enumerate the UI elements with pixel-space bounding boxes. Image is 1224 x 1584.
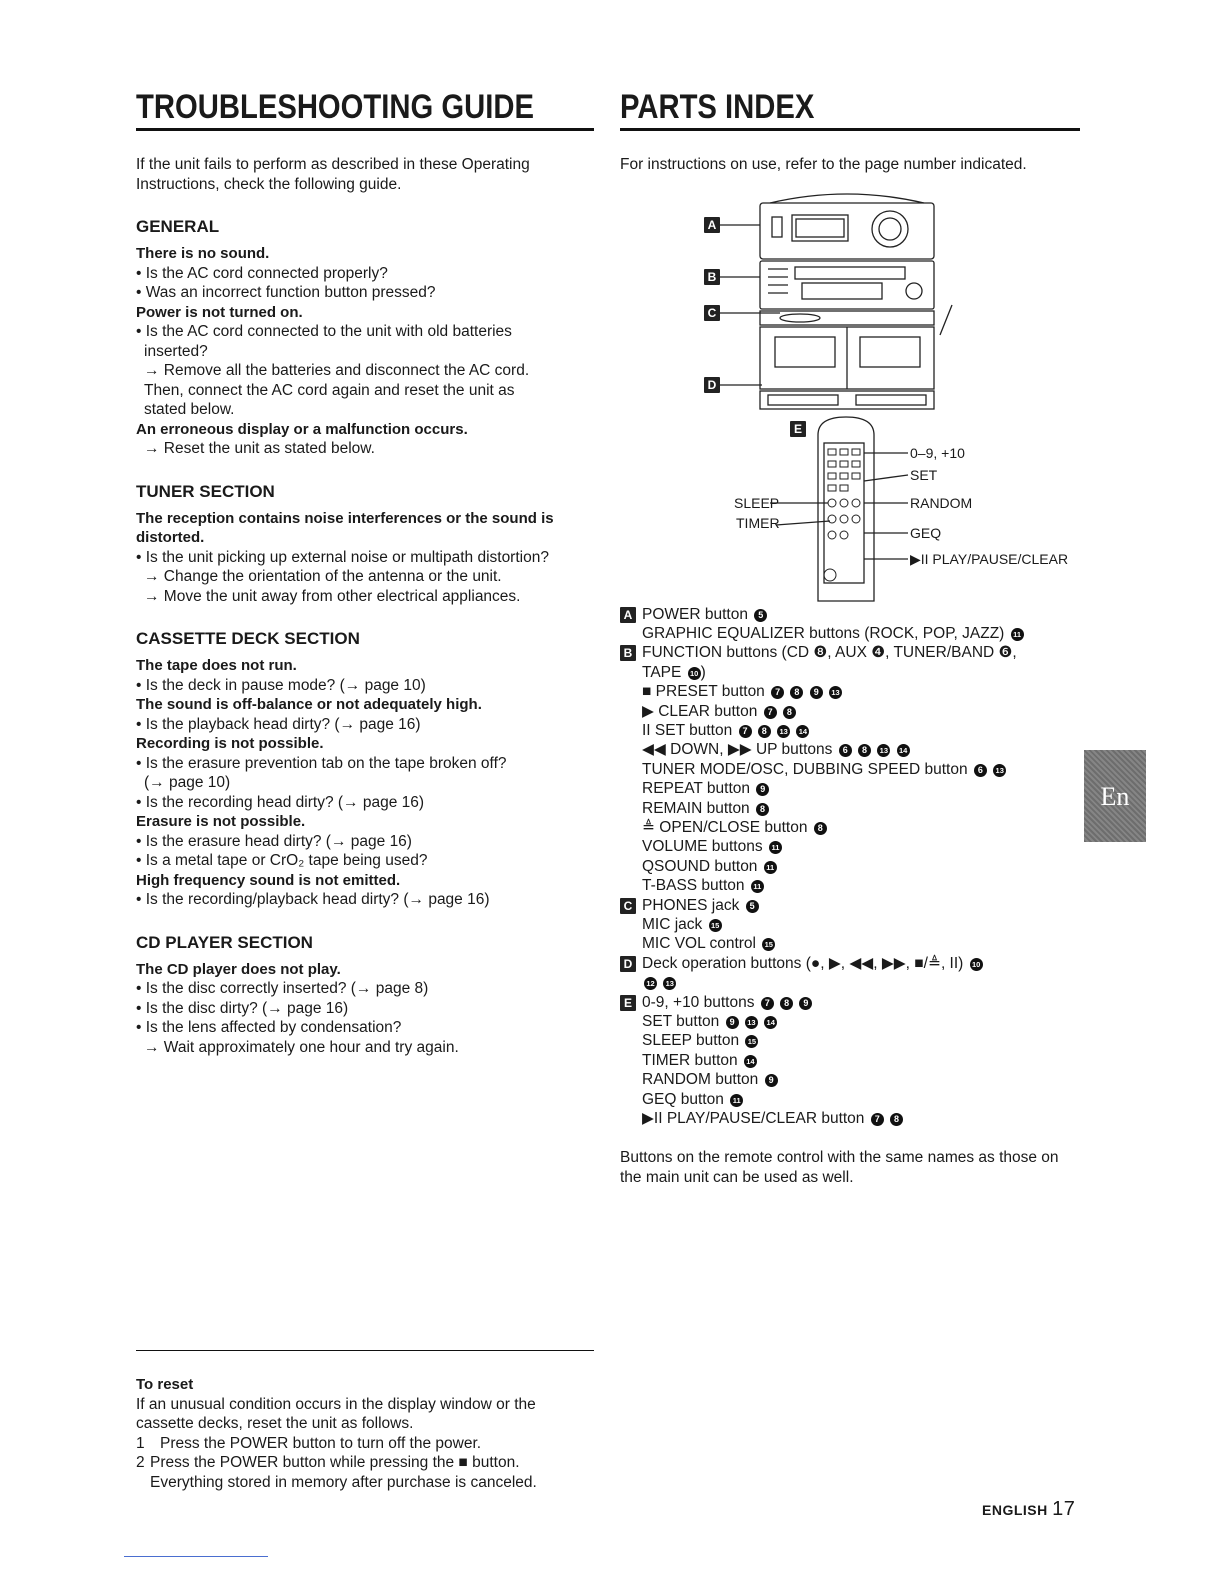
index-text: GRAPHIC EQUALIZER buttons (ROCK, POP, JAZZ): [642, 624, 1005, 642]
page-ref-badge: 8: [814, 822, 827, 835]
symptom-line: High frequency sound is not emitted.: [136, 871, 401, 889]
index-text: RANDOM button: [642, 1071, 759, 1089]
check-line: • Was an incorrect function button pressed?: [136, 284, 436, 301]
page-ref-badge: 13: [777, 725, 790, 738]
page-ref-badge: 9: [756, 783, 769, 796]
parts-index-list: [620, 605, 1080, 1129]
check-line: • Is the lens affected by condensation?: [136, 1019, 402, 1036]
check-line: (→ page 10): [144, 774, 231, 791]
page-ref-badge: 11: [1011, 628, 1024, 641]
remote-label-random: RANDOM: [910, 494, 973, 511]
check-line: • Is the recording head dirty? (→ page 16): [136, 793, 425, 811]
index-item: [620, 760, 1080, 779]
section: [136, 481, 594, 607]
index-item: [620, 799, 1080, 818]
index-item: [620, 779, 1080, 798]
language-tab: [1084, 750, 1146, 842]
section-heading: CASSETTE DECK SECTION: [136, 629, 360, 648]
page-ref-badge: 8: [858, 744, 871, 757]
index-letter: D: [620, 956, 636, 972]
step-number: 1: [136, 1434, 145, 1452]
reset-box: [136, 1350, 594, 1492]
check-line: • Is the deck in pause mode? (→ page 10): [136, 676, 426, 694]
index-text: ≜ OPEN/CLOSE button: [642, 818, 808, 836]
index-text: ▶II PLAY/PAUSE/CLEAR button: [642, 1110, 865, 1128]
index-item: [620, 1090, 1080, 1109]
remedy-line: → Change the orientation of the antenna or the unit.: [144, 568, 502, 585]
index-letter: A: [620, 607, 636, 623]
check-line: • Is the disc dirty? (→ page 16): [136, 999, 349, 1017]
check-line: Then, connect the AC cord again and reset the unit as: [144, 381, 515, 399]
reset-heading: To reset: [136, 1376, 194, 1393]
index-item: [620, 1031, 1080, 1050]
check-line: • Is the disc correctly inserted? (→ page 8): [136, 980, 429, 997]
index-text: REMAIN button: [642, 799, 750, 817]
symptom-line: The tape does not run.: [136, 657, 297, 674]
check-line: inserted?: [144, 342, 208, 360]
page-ref-badge: 6: [974, 764, 987, 777]
index-letter: B: [620, 645, 636, 661]
reset-rule: [136, 1350, 594, 1351]
page-number: 17: [1052, 1498, 1076, 1520]
page-ref-badge: 8: [783, 706, 796, 719]
remedy-line: → Move the unit away from other electrical appliances.: [144, 587, 521, 605]
page-ref-badge: 13: [745, 1016, 758, 1029]
remote-label-play: ▶II PLAY/PAUSE/CLEAR: [910, 550, 1069, 567]
remote-label-set: SET: [910, 466, 938, 483]
index-text: TAPE: [642, 663, 682, 681]
remedy-line: → Remove all the batteries and disconnect the AC cord.: [144, 362, 530, 379]
reset-step: [136, 1434, 594, 1454]
diagram-letter-c: C: [704, 305, 720, 321]
index-text: 0-9, +10 buttons: [642, 993, 755, 1011]
step-number: 2: [136, 1454, 145, 1471]
page-ref-badge: 11: [764, 861, 777, 874]
index-text: T-BASS button: [642, 877, 745, 895]
index-letter: E: [620, 995, 636, 1011]
page-ref-badge: 5: [746, 900, 759, 913]
index-item: [620, 1012, 1080, 1031]
footer-link-line: [124, 1556, 268, 1557]
index-item: [620, 896, 1080, 915]
unit-illustration: [620, 185, 1080, 605]
index-text: REPEAT button: [642, 780, 750, 798]
index-item: [620, 818, 1080, 837]
remedy-line: → Reset the unit as stated below.: [144, 440, 375, 457]
page-ref-badge: 7: [739, 725, 752, 738]
index-item: [620, 643, 1080, 662]
index-letter: C: [620, 898, 636, 914]
remedy-line: → Wait approximately one hour and try again.: [144, 1038, 459, 1056]
page-ref-badge: 15: [709, 919, 722, 932]
section-heading: TUNER SECTION: [136, 481, 275, 501]
index-text: SET button: [642, 1013, 720, 1031]
index-item: [620, 663, 1080, 682]
index-item: [620, 1070, 1080, 1089]
reset-step: [136, 1453, 594, 1492]
parts-note: Buttons on the remote control with the same names as those on the main unit can be used as well.: [620, 1149, 1059, 1186]
page-ref-badge: 10: [688, 667, 701, 680]
page-ref-badge: 9: [765, 1074, 778, 1087]
index-item: [620, 682, 1080, 701]
parts-title-rule: [620, 128, 1080, 131]
page-ref-badge: 12: [644, 977, 657, 990]
page-ref-badge: 15: [745, 1035, 758, 1048]
index-item: [620, 605, 1080, 624]
step-text: Press the POWER button to turn off the power.: [160, 1434, 482, 1452]
index-item: [620, 740, 1080, 759]
parts-intro: For instructions on use, refer to the page number indicated.: [620, 156, 1027, 173]
check-line: • Is the playback head dirty? (→ page 16): [136, 715, 421, 733]
symptom-line: The reception contains noise interferences or the sound is distorted.: [136, 509, 554, 546]
troubleshooting-column: [136, 88, 594, 1057]
page-ref-badge: 7: [764, 706, 777, 719]
page-ref-badge: 9: [726, 1016, 739, 1029]
page-ref-badge: 7: [871, 1113, 884, 1126]
remote-label-numbers: 0–9, +10: [910, 444, 965, 461]
section-heading: GENERAL: [136, 217, 220, 236]
page-ref-badge: 8: [890, 1113, 903, 1126]
index-suffix: ): [700, 663, 706, 681]
page-ref-badge: 5: [754, 609, 767, 622]
index-item: [620, 915, 1080, 934]
page-ref-badge: 8: [758, 725, 771, 738]
index-item: [620, 721, 1080, 740]
section-heading: CD PLAYER SECTION: [136, 932, 313, 952]
check-line: • Is the recording/playback head dirty? (→ page 16): [136, 891, 490, 908]
index-item: [620, 934, 1080, 953]
page-ref-badge: 13: [993, 764, 1006, 777]
troubleshooting-title: TROUBLESHOOTING GUIDE: [136, 88, 535, 126]
parts-index-title: PARTS INDEX: [620, 88, 815, 126]
symptom-line: Recording is not possible.: [136, 735, 324, 752]
page-ref-badge: 11: [730, 1094, 743, 1107]
check-line: • Is the AC cord connected properly?: [136, 264, 388, 282]
troubleshooting-intro: If the unit fails to perform as described in these Operating Instructions, check the following guide.: [136, 156, 530, 193]
symptom-line: Power is not turned on.: [136, 303, 303, 321]
check-line: • Is the erasure prevention tab on the tape broken off?: [136, 754, 507, 772]
section: [136, 628, 594, 910]
diagram-letter-a: A: [704, 217, 720, 233]
page-ref-badge: 14: [897, 744, 910, 757]
check-line: • Is the erasure head dirty? (→ page 16): [136, 832, 412, 850]
index-text: GEQ button: [642, 1090, 724, 1108]
symptom-line: There is no sound.: [136, 245, 270, 262]
troubleshooting-sections: [136, 216, 594, 1057]
index-text: TIMER button: [642, 1051, 738, 1069]
step-text: Press the POWER button while pressing the ■ button. Everything stored in memory after purchase is canceled.: [150, 1454, 537, 1491]
check-line: stated below.: [144, 401, 235, 418]
language-tab-label: En: [1100, 782, 1130, 811]
page-ref-badge: 8: [780, 997, 793, 1010]
index-item: [620, 857, 1080, 876]
page-footer: [982, 1498, 1075, 1521]
page-ref-badge: 8: [756, 803, 769, 816]
page-ref-badge: 7: [771, 686, 784, 699]
title-rule: [136, 128, 594, 131]
index-item: [620, 973, 1080, 992]
index-text: ▶ CLEAR button: [642, 702, 758, 720]
remote-label-geq: GEQ: [910, 524, 942, 541]
page-ref-badge: 11: [751, 880, 764, 893]
index-text: II SET button: [642, 721, 733, 739]
page-ref-badge: 13: [877, 744, 890, 757]
remote-label-timer: TIMER: [736, 514, 780, 531]
reset-steps: [136, 1434, 594, 1493]
index-text: ◀◀ DOWN, ▶▶ UP buttons: [642, 741, 833, 759]
index-text: POWER button: [642, 605, 748, 623]
diagram-letter-d: D: [704, 377, 720, 393]
symptom-line: An erroneous display or a malfunction occurs.: [136, 420, 468, 438]
page-ref-badge: 7: [761, 997, 774, 1010]
index-text: TUNER MODE/OSC, DUBBING SPEED button: [642, 760, 968, 778]
index-text: Deck operation buttons (●, ▶, ◀◀, ▶▶, ■/≜, II): [642, 954, 964, 972]
symptom-line: Erasure is not possible.: [136, 813, 306, 830]
page-ref-badge: 10: [970, 958, 983, 971]
page-ref-badge: 13: [663, 977, 676, 990]
index-text: MIC VOL control: [642, 935, 756, 953]
page-ref-badge: 14: [796, 725, 809, 738]
page-ref-badge: 9: [799, 997, 812, 1010]
check-line: • Is the unit picking up external noise or multipath distortion?: [136, 548, 549, 566]
index-text: ■ PRESET button: [642, 683, 765, 701]
index-item: [620, 876, 1080, 895]
index-item: [620, 993, 1080, 1012]
unit-diagram: [620, 185, 1080, 605]
page-ref-badge: 13: [829, 686, 842, 699]
check-line: • Is the AC cord connected to the unit with old batteries: [136, 323, 512, 340]
check-line: • Is a metal tape or CrO₂ tape being used?: [136, 852, 428, 869]
page-ref-badge: 15: [762, 938, 775, 951]
index-text: QSOUND button: [642, 857, 758, 875]
symptom-line: The CD player does not play.: [136, 960, 341, 978]
section: [136, 932, 594, 1058]
index-item: [620, 1109, 1080, 1128]
parts-index-column: [620, 88, 1080, 1187]
diagram-letter-e: E: [790, 421, 806, 437]
remote-label-sleep: SLEEP: [734, 494, 780, 511]
page-ref-badge: 9: [810, 686, 823, 699]
index-text: PHONES jack: [642, 896, 740, 914]
index-item: [620, 1051, 1080, 1070]
index-item: [620, 624, 1080, 643]
page-ref-badge: 6: [839, 744, 852, 757]
symptom-line: The sound is off-balance or not adequately high.: [136, 696, 482, 713]
page-ref-badge: 8: [790, 686, 803, 699]
index-text: FUNCTION buttons (CD ❽, AUX ❹, TUNER/BAND ❻,: [642, 644, 1017, 662]
page-ref-badge: 14: [764, 1016, 777, 1029]
index-text: SLEEP button: [642, 1032, 740, 1050]
page-ref-badge: 11: [769, 841, 782, 854]
page-ref-badge: 14: [744, 1055, 757, 1068]
index-text: MIC jack: [642, 916, 703, 933]
reset-text: If an unusual condition occurs in the display window or the cassette decks, reset the unit as follows.: [136, 1395, 536, 1432]
index-text: VOLUME buttons: [642, 838, 763, 856]
diagram-letter-b: B: [704, 269, 720, 285]
section: [136, 216, 594, 459]
index-item: [620, 837, 1080, 856]
index-item: [620, 702, 1080, 721]
footer-language: ENGLISH: [982, 1502, 1048, 1518]
index-item: [620, 954, 1080, 973]
